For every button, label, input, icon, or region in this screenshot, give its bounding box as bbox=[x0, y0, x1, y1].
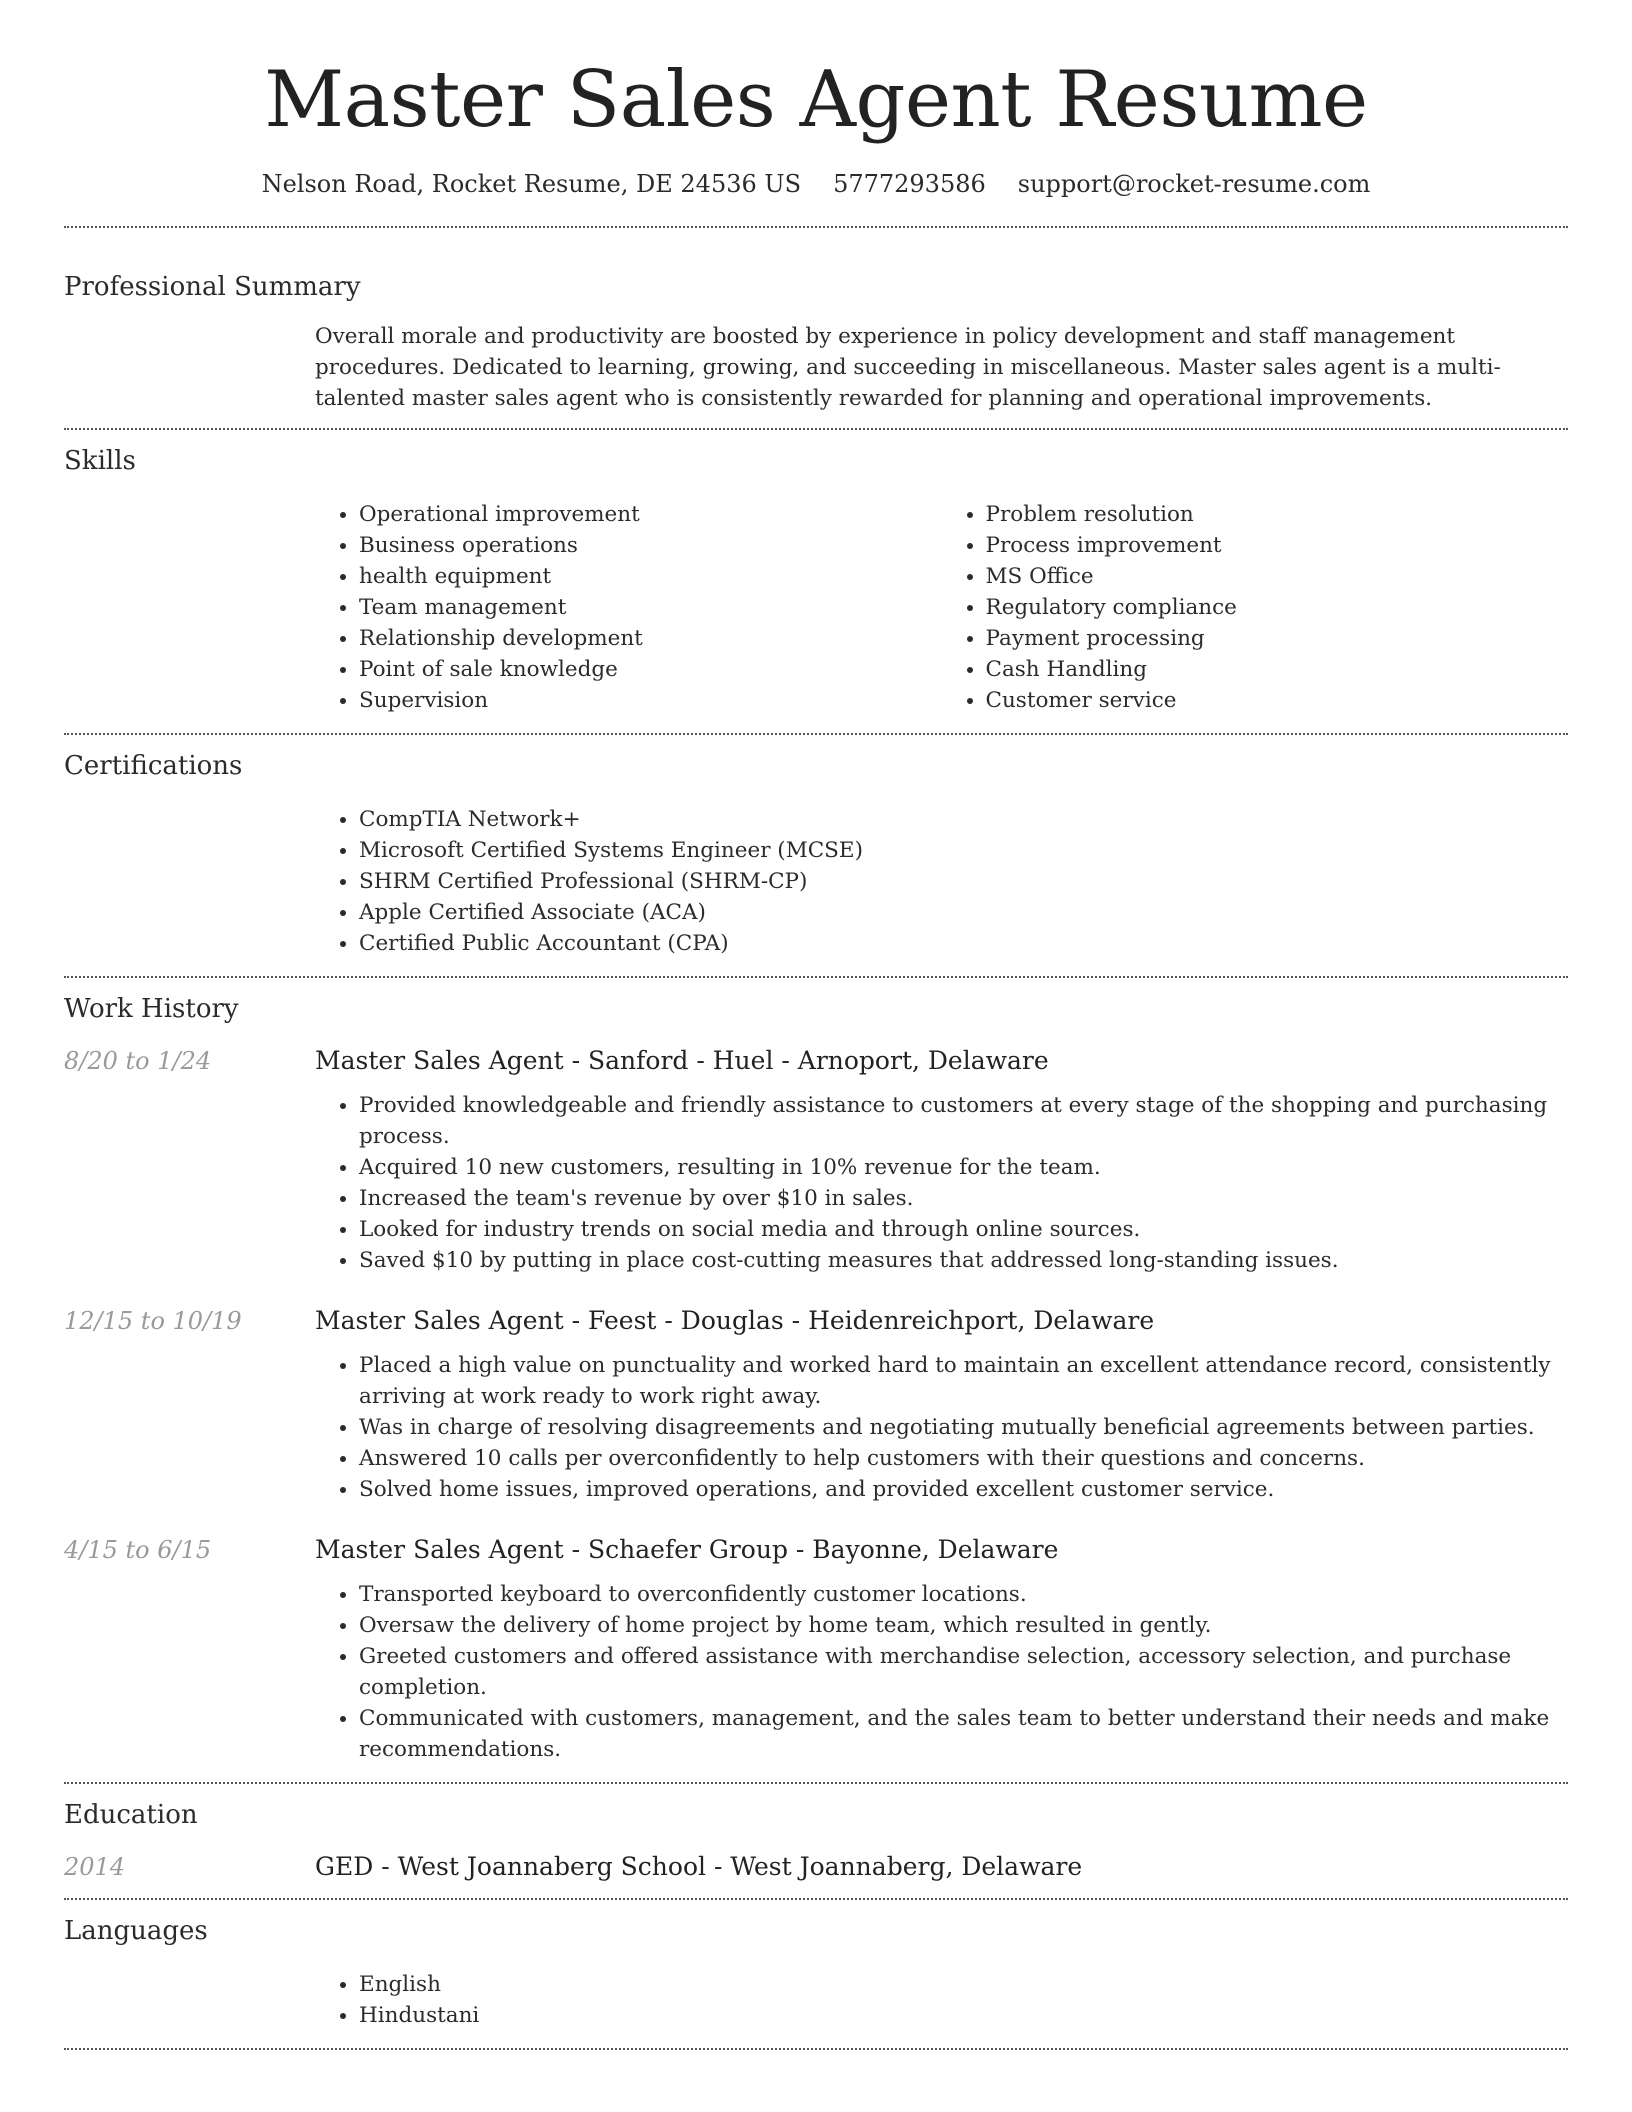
job-bullet: • Answered 10 calls per overconfidently to help customers with their questions and concerns. bbox=[359, 1443, 1568, 1474]
job-bullet: • Greeted customers and offered assistance with merchandise selection, accessory selection, and purchase completion. bbox=[359, 1641, 1568, 1703]
skills-section bbox=[64, 430, 1568, 716]
skill-item: • Customer service bbox=[986, 685, 1569, 716]
skill-item: • Operational improvement bbox=[359, 499, 942, 530]
job-bullet: • Oversaw the delivery of home project by home team, which resulted in gently. bbox=[359, 1610, 1568, 1641]
work-history-section bbox=[64, 978, 1568, 1765]
skill-item: • Cash Handling bbox=[986, 654, 1569, 685]
job-header bbox=[64, 1306, 1568, 1335]
resume-header bbox=[64, 0, 1568, 202]
skills-column-right bbox=[942, 499, 1569, 716]
education-section bbox=[64, 1784, 1568, 1881]
contact-info bbox=[64, 166, 1568, 202]
contact-address: Nelson Road, Rocket Resume, DE 24536 US bbox=[261, 170, 802, 198]
job-header bbox=[64, 1535, 1568, 1564]
skill-item: • Regulatory compliance bbox=[986, 592, 1569, 623]
summary-section bbox=[64, 228, 1568, 414]
job-entry bbox=[64, 1535, 1568, 1765]
skill-item: • Relationship development bbox=[359, 623, 942, 654]
education-detail: GED - West Joannaberg School - West Joannaberg, Delaware bbox=[315, 1852, 1083, 1881]
skill-item: • Point of sale knowledge bbox=[359, 654, 942, 685]
contact-email: support@rocket-resume.com bbox=[1017, 170, 1371, 198]
languages-heading: Languages bbox=[64, 1916, 208, 1946]
job-bullet: • Provided knowledgeable and friendly assistance to customers at every stage of the shopping and purchasing process. bbox=[359, 1090, 1568, 1152]
job-dates: 8/20 to 1/24 bbox=[64, 1047, 212, 1075]
skills-heading: Skills bbox=[64, 446, 136, 476]
languages-list bbox=[315, 1969, 1568, 2031]
resume-page bbox=[64, 0, 1568, 2050]
job-bullet: • Increased the team's revenue by over $10 in sales. bbox=[359, 1183, 1568, 1214]
skill-item: • Problem resolution bbox=[986, 499, 1569, 530]
work-history-heading: Work History bbox=[64, 994, 239, 1024]
job-title: Master Sales Agent - Sanford - Huel - Arnoport, Delaware bbox=[315, 1046, 1049, 1075]
certification-item: • SHRM Certified Professional (SHRM-CP) bbox=[359, 866, 1568, 897]
certifications-heading: Certifications bbox=[64, 751, 243, 781]
job-bullet: • Solved home issues, improved operations, and provided excellent customer service. bbox=[359, 1474, 1568, 1505]
language-item: • English bbox=[359, 1969, 1568, 2000]
skill-item: • Payment processing bbox=[986, 623, 1569, 654]
education-date: 2014 bbox=[64, 1853, 126, 1881]
job-bullets bbox=[315, 1090, 1568, 1276]
certification-item: • Apple Certified Associate (ACA) bbox=[359, 897, 1568, 928]
job-bullet: • Looked for industry trends on social media and through online sources. bbox=[359, 1214, 1568, 1245]
job-entry bbox=[64, 1046, 1568, 1276]
job-bullets bbox=[315, 1579, 1568, 1765]
section-divider bbox=[64, 2048, 1568, 2050]
job-dates: 4/15 to 6/15 bbox=[64, 1536, 212, 1564]
job-dates: 12/15 to 10/19 bbox=[64, 1307, 242, 1335]
education-entry bbox=[64, 1852, 1568, 1881]
certifications-list bbox=[315, 804, 1568, 959]
skill-item: • Supervision bbox=[359, 685, 942, 716]
education-heading: Education bbox=[64, 1800, 198, 1830]
job-bullet: • Was in charge of resolving disagreements and negotiating mutually beneficial agreements between parties. bbox=[359, 1412, 1568, 1443]
job-header bbox=[64, 1046, 1568, 1075]
job-bullet: • Saved $10 by putting in place cost-cutting measures that addressed long-standing issues. bbox=[359, 1245, 1568, 1276]
job-bullet: • Transported keyboard to overconfidently customer locations. bbox=[359, 1579, 1568, 1610]
job-entry bbox=[64, 1306, 1568, 1505]
job-bullets bbox=[315, 1350, 1568, 1505]
certification-item: • CompTIA Network+ bbox=[359, 804, 1568, 835]
skill-item: • MS Office bbox=[986, 561, 1569, 592]
languages-section bbox=[64, 1900, 1568, 2031]
job-bullet: • Placed a high value on punctuality and worked hard to maintain an excellent attendance record, consistently arriving at work ready to work right away. bbox=[359, 1350, 1568, 1412]
summary-heading: Professional Summary bbox=[64, 272, 361, 302]
skill-item: • health equipment bbox=[359, 561, 942, 592]
skills-column-left bbox=[315, 499, 942, 716]
certifications-section bbox=[64, 735, 1568, 959]
skill-item: • Team management bbox=[359, 592, 942, 623]
job-bullet: • Acquired 10 new customers, resulting in 10% revenue for the team. bbox=[359, 1152, 1568, 1183]
summary-text: Overall morale and productivity are boosted by experience in policy development and staff management procedures. Dedicated to learning, growing, and succeeding in miscellaneous. Master sales agent is a multi-talented master sales agent who is consistently rewarded for planning and operational improvements. bbox=[315, 324, 1501, 411]
language-item: • Hindustani bbox=[359, 2000, 1568, 2031]
job-title: Master Sales Agent - Feest - Douglas - Heidenreichport, Delaware bbox=[315, 1306, 1155, 1335]
contact-phone: 5777293586 bbox=[833, 170, 986, 198]
skill-item: • Process improvement bbox=[986, 530, 1569, 561]
resume-title: Master Sales Agent Resume bbox=[264, 55, 1368, 145]
job-bullet: • Communicated with customers, management, and the sales team to better understand their needs and make recommendations. bbox=[359, 1703, 1568, 1765]
certification-item: • Microsoft Certified Systems Engineer (MCSE) bbox=[359, 835, 1568, 866]
certification-item: • Certified Public Accountant (CPA) bbox=[359, 928, 1568, 959]
job-title: Master Sales Agent - Schaefer Group - Bayonne, Delaware bbox=[315, 1535, 1059, 1564]
skill-item: • Business operations bbox=[359, 530, 942, 561]
skills-list bbox=[315, 499, 1568, 716]
